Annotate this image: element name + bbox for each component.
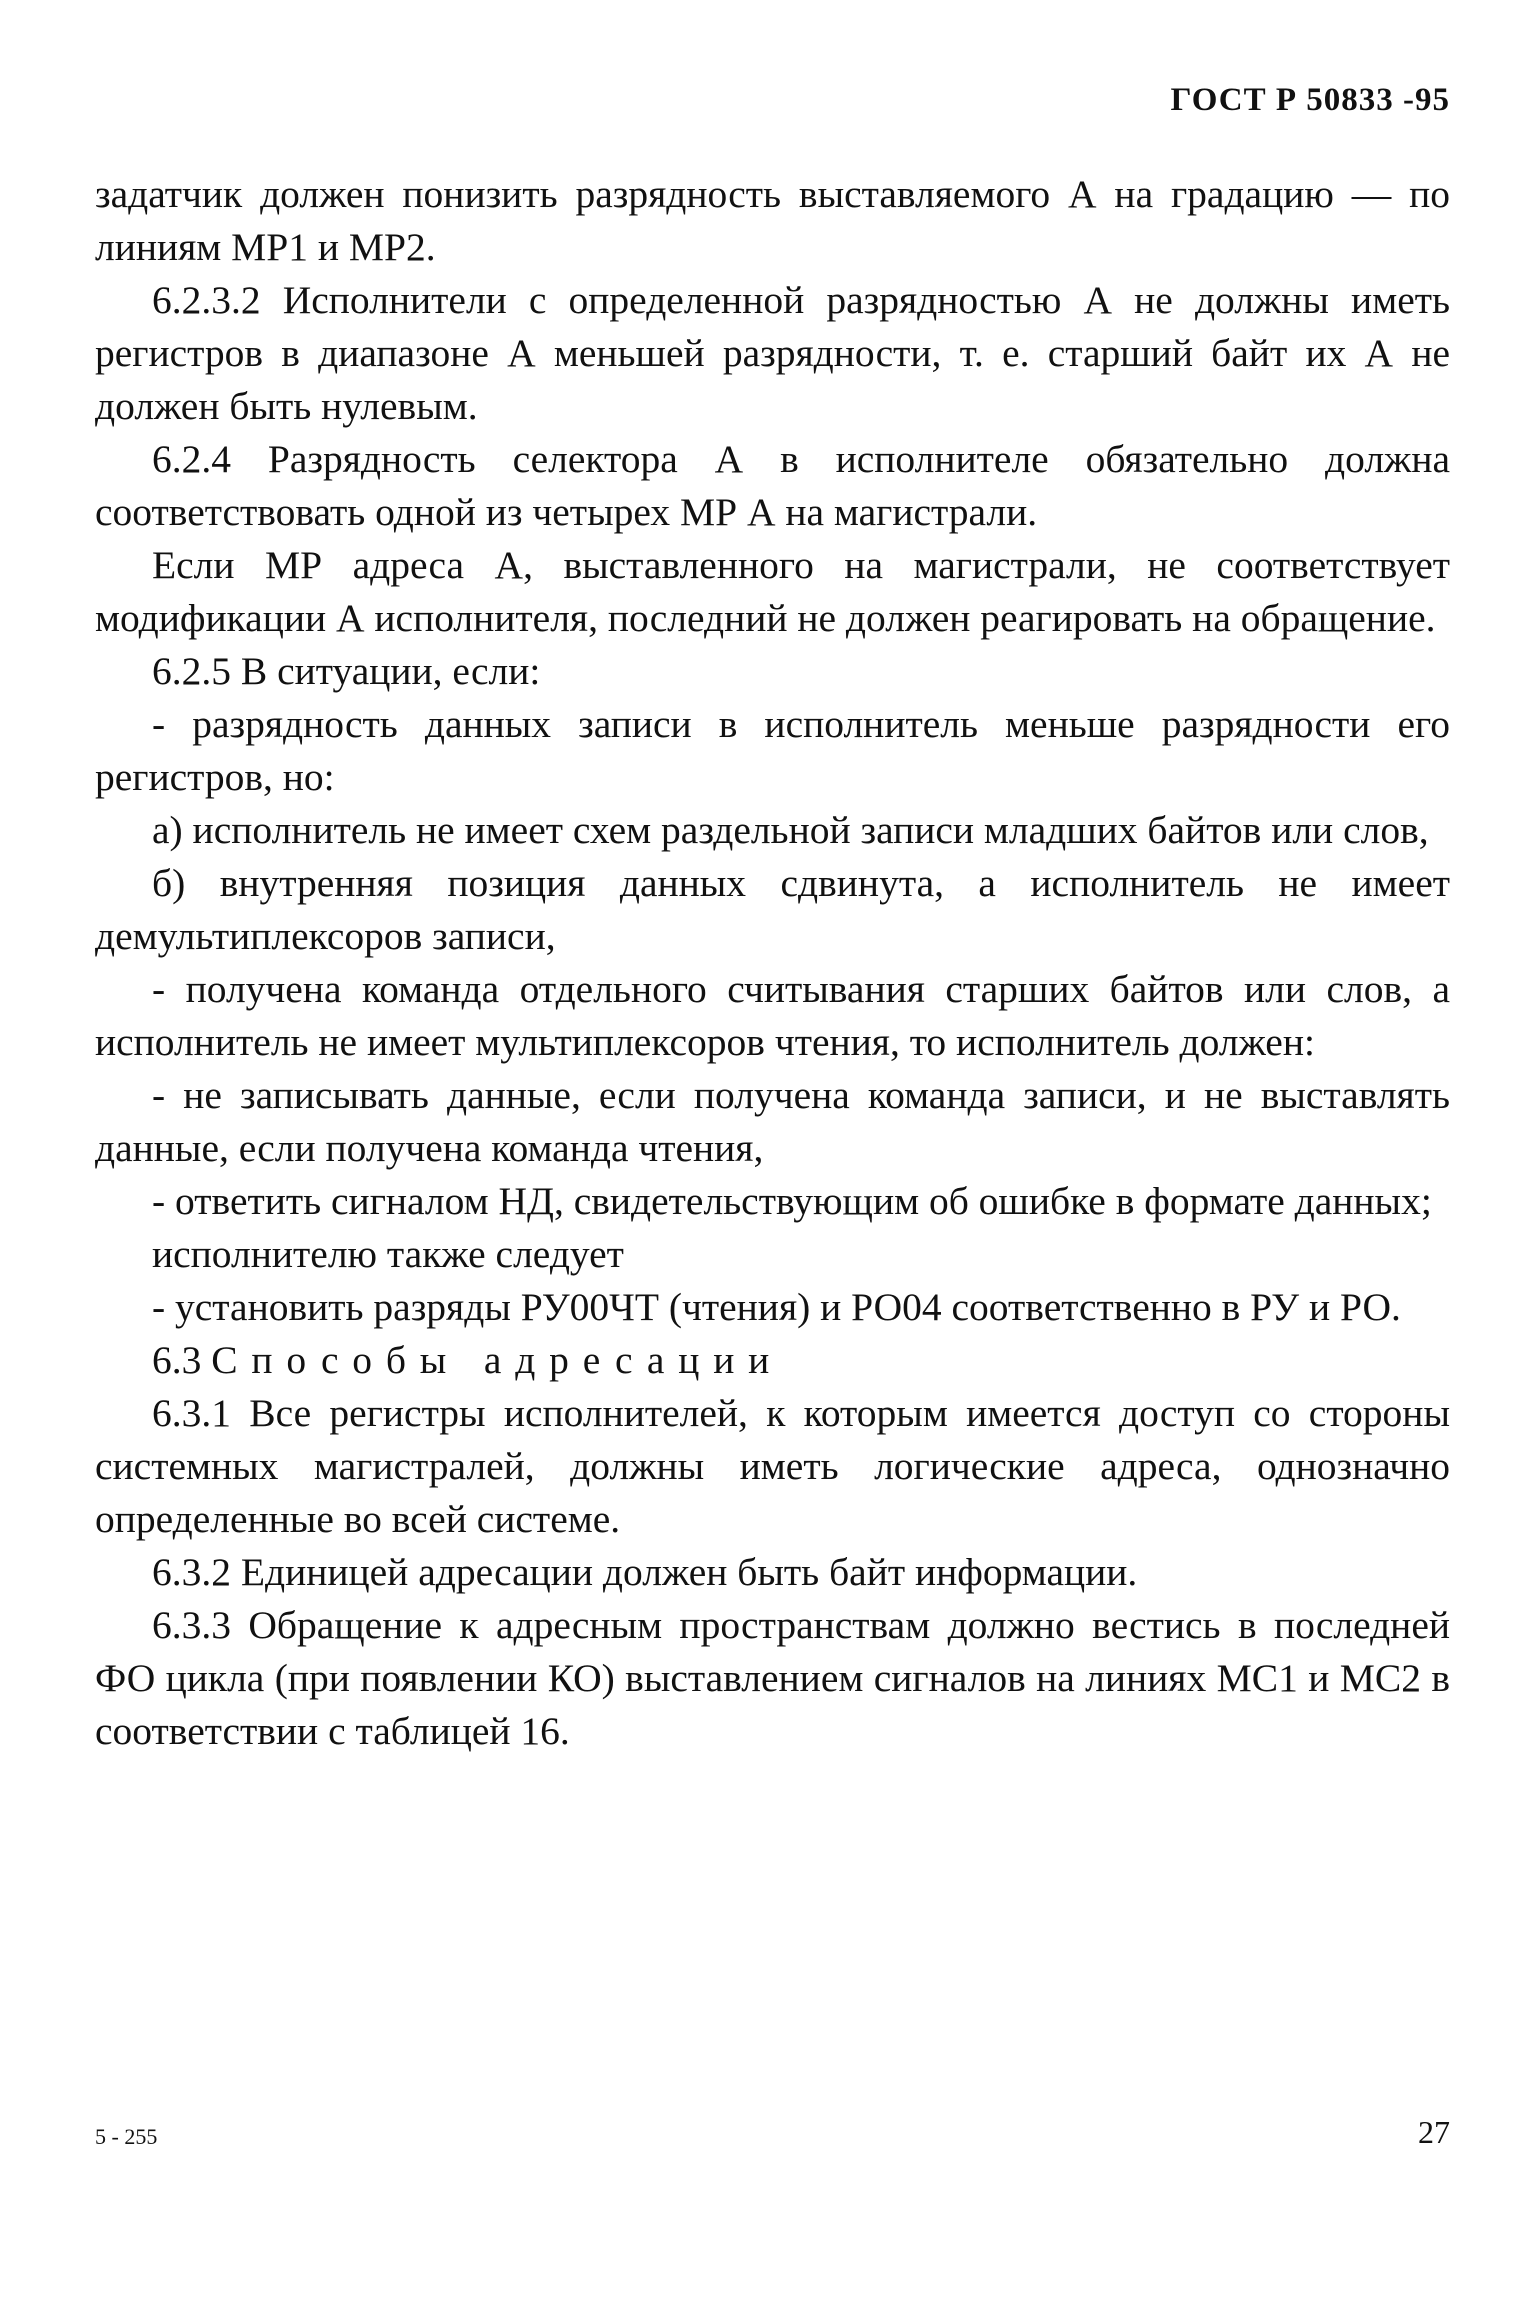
paragraph: 6.3.1 Все регистры исполнителей, к которым имеется доступ со стороны системных магистралей, должны иметь логические адреса, однозначно определенные во всей системе.: [95, 1391, 1450, 1541]
paragraph: 6.2.3.2 Исполнители с определенной разрядностью А не должны иметь регистров в диапазоне А меньшей разрядности, т. е. старший байт их А не должен быть нулевым.: [95, 278, 1450, 428]
section-number: 6.3: [152, 1338, 202, 1382]
paragraph: - разрядность данных записи в исполнитель меньше разрядности его регистров, но:: [95, 702, 1450, 799]
paragraph: 6.2.5 В ситуации, если:: [152, 649, 541, 693]
paragraph: а) исполнитель не имеет схем раздельной записи младших байтов или слов,: [152, 808, 1429, 852]
paragraph: - не записывать данные, если получена команда записи, и не выставлять данные, если получена команда чтения,: [95, 1073, 1450, 1170]
paragraph: - получена команда отдельного считывания старших байтов или слов, а исполнитель не имеет мультиплексоров чтения, то исполнитель должен:: [95, 967, 1450, 1064]
body-text: [95, 168, 1450, 1758]
paragraph: 6.3.3 Обращение к адресным пространствам должно вестись в последней ФО цикла (при появлении КО) выставлением сигналов на линиях МС1 и МС2 в соответствии с таблицей 16.: [95, 1603, 1450, 1753]
paragraph: б) внутренняя позиция данных сдвинута, а исполнитель не имеет демультиплексоров записи,: [95, 861, 1450, 958]
paragraph: Если МР адреса А, выставленного на магистрали, не соответствует модификации А исполнителя, последний не должен реагировать на обращение.: [95, 543, 1450, 640]
section-title: Способы адресации: [211, 1338, 784, 1382]
paragraph: 6.2.4 Разрядность селектора А в исполнителе обязательно должна соответствовать одной из четырех МР А на магистрали.: [95, 437, 1450, 534]
paragraph: 6.3.2 Единицей адресации должен быть байт информации.: [152, 1550, 1138, 1594]
page-number: 27: [1418, 2114, 1450, 2150]
paragraph: задатчик должен понизить разрядность выставляемого А на градацию — по линиям МР1 и МР2.: [95, 172, 1450, 269]
footer-print-code: 5 - 255: [95, 2124, 158, 2149]
paragraph: - установить разряды РУ00ЧТ (чтения) и РО04 соответственно в РУ и РО.: [152, 1285, 1401, 1329]
section-heading: [95, 1334, 1450, 1387]
paragraph: - ответить сигналом НД, свидетельствующим об ошибке в формате данных;: [152, 1179, 1432, 1223]
paragraph: исполнителю также следует: [152, 1232, 624, 1276]
document-code: ГОСТ Р 50833 -95: [1170, 82, 1450, 118]
